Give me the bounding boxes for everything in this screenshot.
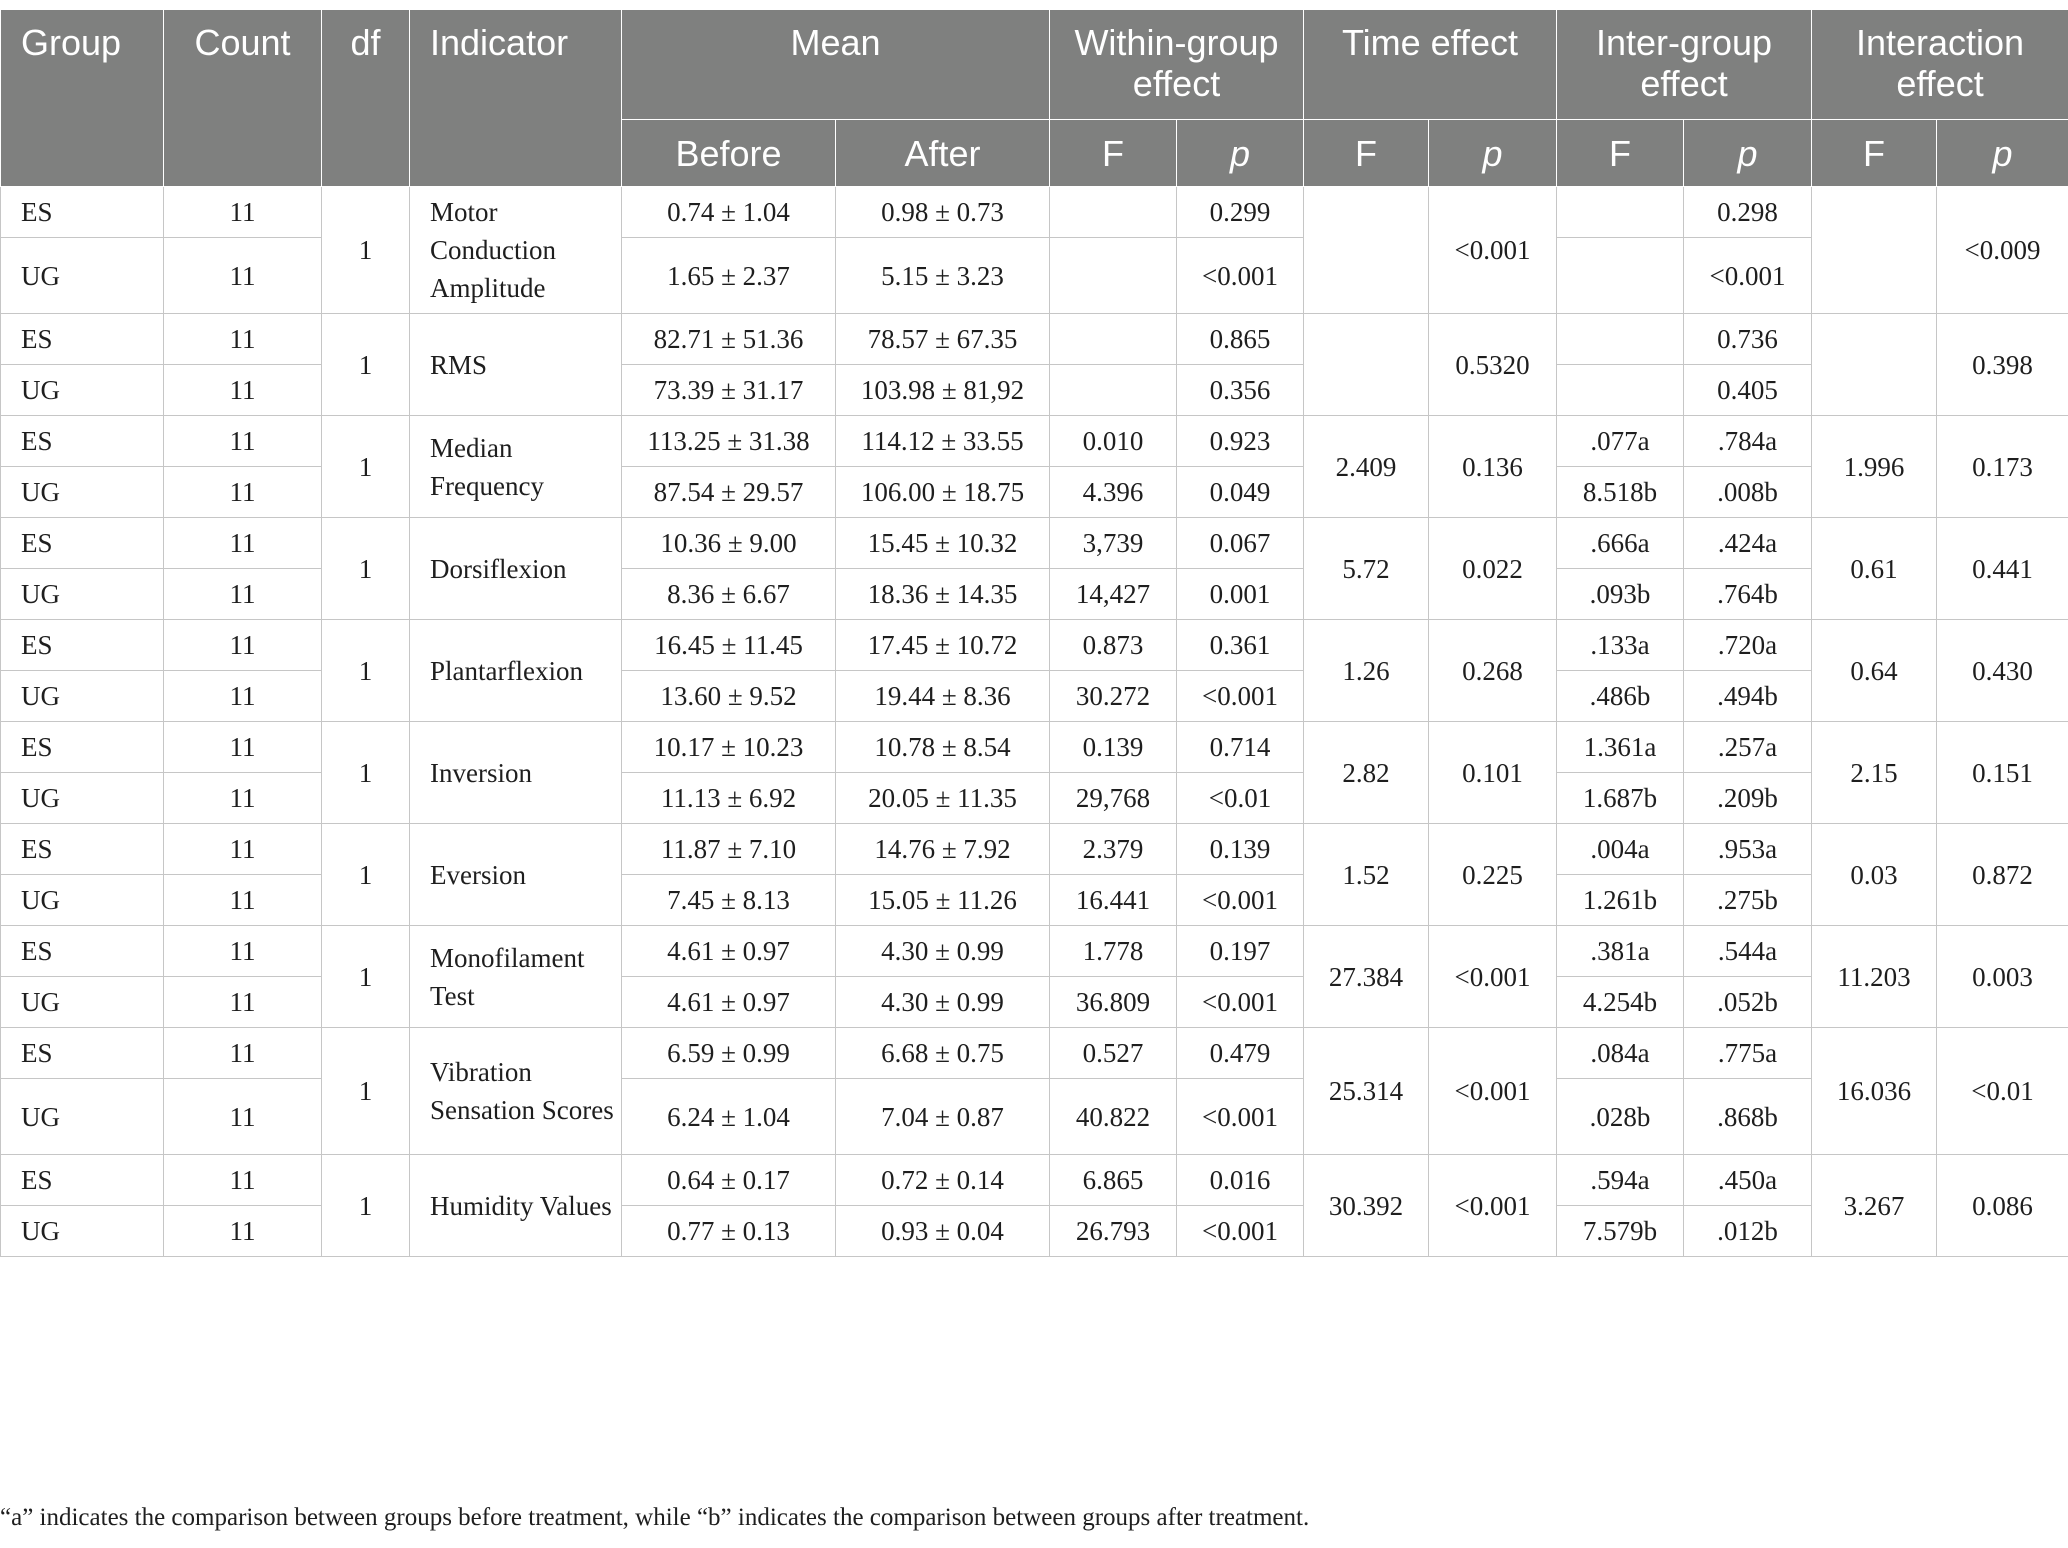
group-cell: ES bbox=[1, 1028, 164, 1079]
within-p-cell: 0.067 bbox=[1177, 518, 1304, 569]
time-f-cell: 1.52 bbox=[1304, 824, 1429, 926]
mean-before-cell: 73.39 ± 31.17 bbox=[622, 365, 836, 416]
mean-after-cell: 78.57 ± 67.35 bbox=[836, 314, 1050, 365]
indicator-cell: Median Frequency bbox=[410, 416, 622, 518]
time-p-cell: <0.001 bbox=[1429, 1155, 1557, 1257]
mean-after-cell: 20.05 ± 11.35 bbox=[836, 773, 1050, 824]
count-cell: 11 bbox=[164, 467, 322, 518]
df-cell: 1 bbox=[322, 518, 410, 620]
interaction-p-cell: 0.441 bbox=[1937, 518, 2068, 620]
table-row bbox=[1, 977, 2068, 1028]
mean-after-cell: 7.04 ± 0.87 bbox=[836, 1079, 1050, 1155]
table-body bbox=[1, 187, 2068, 1257]
inter-f-cell: 1.687b bbox=[1557, 773, 1684, 824]
within-f-cell: 40.822 bbox=[1050, 1079, 1177, 1155]
header-count: Count bbox=[164, 10, 322, 187]
table-row bbox=[1, 518, 2068, 569]
within-p-cell: 0.139 bbox=[1177, 824, 1304, 875]
mean-before-cell: 4.61 ± 0.97 bbox=[622, 977, 836, 1028]
within-p-cell: 0.714 bbox=[1177, 722, 1304, 773]
group-cell: ES bbox=[1, 187, 164, 238]
mean-after-cell: 15.45 ± 10.32 bbox=[836, 518, 1050, 569]
results-table bbox=[0, 9, 2068, 1257]
inter-f-cell: .133a bbox=[1557, 620, 1684, 671]
count-cell: 11 bbox=[164, 1206, 322, 1257]
count-cell: 11 bbox=[164, 365, 322, 416]
inter-f-cell: 8.518b bbox=[1557, 467, 1684, 518]
table-row bbox=[1, 620, 2068, 671]
group-cell: UG bbox=[1, 238, 164, 314]
time-f-cell: 30.392 bbox=[1304, 1155, 1429, 1257]
mean-before-cell: 6.24 ± 1.04 bbox=[622, 1079, 836, 1155]
count-cell: 11 bbox=[164, 773, 322, 824]
time-f-cell bbox=[1304, 314, 1429, 416]
indicator-cell: Humidity Values bbox=[410, 1155, 622, 1257]
inter-f-cell: .486b bbox=[1557, 671, 1684, 722]
time-f-cell: 25.314 bbox=[1304, 1028, 1429, 1155]
interaction-f-cell: 11.203 bbox=[1812, 926, 1937, 1028]
within-f-cell: 14,427 bbox=[1050, 569, 1177, 620]
table-row bbox=[1, 238, 2068, 314]
count-cell: 11 bbox=[164, 1079, 322, 1155]
within-p-cell: <0.001 bbox=[1177, 238, 1304, 314]
group-cell: UG bbox=[1, 875, 164, 926]
count-cell: 11 bbox=[164, 977, 322, 1028]
interaction-p-cell: 0.430 bbox=[1937, 620, 2068, 722]
count-cell: 11 bbox=[164, 722, 322, 773]
time-p-cell: <0.001 bbox=[1429, 1028, 1557, 1155]
interaction-f-cell bbox=[1812, 314, 1937, 416]
within-p-cell: 0.299 bbox=[1177, 187, 1304, 238]
group-cell: UG bbox=[1, 365, 164, 416]
df-cell: 1 bbox=[322, 187, 410, 314]
mean-before-cell: 0.64 ± 0.17 bbox=[622, 1155, 836, 1206]
table-row bbox=[1, 365, 2068, 416]
within-f-cell bbox=[1050, 314, 1177, 365]
inter-p-cell: .494b bbox=[1684, 671, 1812, 722]
interaction-f-cell: 0.61 bbox=[1812, 518, 1937, 620]
header-time-f: F bbox=[1304, 120, 1429, 187]
inter-f-cell bbox=[1557, 238, 1684, 314]
within-p-cell: <0.001 bbox=[1177, 1079, 1304, 1155]
inter-f-cell: 4.254b bbox=[1557, 977, 1684, 1028]
mean-before-cell: 10.36 ± 9.00 bbox=[622, 518, 836, 569]
inter-p-cell: .720a bbox=[1684, 620, 1812, 671]
interaction-p-cell: 0.398 bbox=[1937, 314, 2068, 416]
mean-before-cell: 11.13 ± 6.92 bbox=[622, 773, 836, 824]
inter-f-cell: .077a bbox=[1557, 416, 1684, 467]
inter-p-cell: .450a bbox=[1684, 1155, 1812, 1206]
mean-before-cell: 82.71 ± 51.36 bbox=[622, 314, 836, 365]
group-cell: UG bbox=[1, 1079, 164, 1155]
table-row bbox=[1, 824, 2068, 875]
mean-before-cell: 1.65 ± 2.37 bbox=[622, 238, 836, 314]
mean-after-cell: 10.78 ± 8.54 bbox=[836, 722, 1050, 773]
group-cell: ES bbox=[1, 314, 164, 365]
df-cell: 1 bbox=[322, 1028, 410, 1155]
time-p-cell: <0.001 bbox=[1429, 187, 1557, 314]
inter-p-cell: .544a bbox=[1684, 926, 1812, 977]
within-p-cell: <0.01 bbox=[1177, 773, 1304, 824]
within-f-cell bbox=[1050, 365, 1177, 416]
header-within-p: p bbox=[1177, 120, 1304, 187]
mean-after-cell: 14.76 ± 7.92 bbox=[836, 824, 1050, 875]
table-footnote: “a” indicates the comparison between groups before treatment, while “b” indicates the comparison between groups after treatment. bbox=[0, 1504, 1310, 1531]
within-p-cell: 0.865 bbox=[1177, 314, 1304, 365]
within-p-cell: 0.016 bbox=[1177, 1155, 1304, 1206]
mean-after-cell: 106.00 ± 18.75 bbox=[836, 467, 1050, 518]
inter-p-cell: 0.298 bbox=[1684, 187, 1812, 238]
count-cell: 11 bbox=[164, 518, 322, 569]
table-row bbox=[1, 1155, 2068, 1206]
time-f-cell: 2.409 bbox=[1304, 416, 1429, 518]
table-row bbox=[1, 314, 2068, 365]
indicator-cell: Monofilament Test bbox=[410, 926, 622, 1028]
inter-p-cell: 0.405 bbox=[1684, 365, 1812, 416]
inter-p-cell: .012b bbox=[1684, 1206, 1812, 1257]
inter-p-cell: .784a bbox=[1684, 416, 1812, 467]
indicator-cell: Eversion bbox=[410, 824, 622, 926]
indicator-cell: Inversion bbox=[410, 722, 622, 824]
mean-before-cell: 113.25 ± 31.38 bbox=[622, 416, 836, 467]
group-cell: ES bbox=[1, 416, 164, 467]
inter-p-cell: .775a bbox=[1684, 1028, 1812, 1079]
table-row bbox=[1, 187, 2068, 238]
inter-p-cell: .424a bbox=[1684, 518, 1812, 569]
header-time-p: p bbox=[1429, 120, 1557, 187]
time-p-cell: 0.101 bbox=[1429, 722, 1557, 824]
count-cell: 11 bbox=[164, 314, 322, 365]
mean-after-cell: 114.12 ± 33.55 bbox=[836, 416, 1050, 467]
count-cell: 11 bbox=[164, 620, 322, 671]
df-cell: 1 bbox=[322, 824, 410, 926]
interaction-f-cell bbox=[1812, 187, 1937, 314]
mean-after-cell: 5.15 ± 3.23 bbox=[836, 238, 1050, 314]
header-interaction-p: p bbox=[1937, 120, 2068, 187]
within-p-cell: <0.001 bbox=[1177, 977, 1304, 1028]
table-row bbox=[1, 1079, 2068, 1155]
header-inter-group-effect: Inter-group effect bbox=[1557, 10, 1812, 120]
within-p-cell: 0.049 bbox=[1177, 467, 1304, 518]
mean-after-cell: 4.30 ± 0.99 bbox=[836, 977, 1050, 1028]
within-p-cell: 0.356 bbox=[1177, 365, 1304, 416]
within-f-cell bbox=[1050, 187, 1177, 238]
count-cell: 11 bbox=[164, 926, 322, 977]
interaction-f-cell: 16.036 bbox=[1812, 1028, 1937, 1155]
table-row bbox=[1, 467, 2068, 518]
group-cell: ES bbox=[1, 824, 164, 875]
interaction-f-cell: 3.267 bbox=[1812, 1155, 1937, 1257]
group-cell: ES bbox=[1, 1155, 164, 1206]
inter-f-cell: .093b bbox=[1557, 569, 1684, 620]
inter-p-cell: .052b bbox=[1684, 977, 1812, 1028]
time-p-cell: 0.5320 bbox=[1429, 314, 1557, 416]
count-cell: 11 bbox=[164, 1155, 322, 1206]
within-f-cell: 30.272 bbox=[1050, 671, 1177, 722]
mean-after-cell: 4.30 ± 0.99 bbox=[836, 926, 1050, 977]
time-f-cell: 1.26 bbox=[1304, 620, 1429, 722]
mean-before-cell: 7.45 ± 8.13 bbox=[622, 875, 836, 926]
time-f-cell bbox=[1304, 187, 1429, 314]
within-f-cell: 4.396 bbox=[1050, 467, 1177, 518]
within-f-cell: 2.379 bbox=[1050, 824, 1177, 875]
time-p-cell: <0.001 bbox=[1429, 926, 1557, 1028]
time-f-cell: 27.384 bbox=[1304, 926, 1429, 1028]
within-f-cell: 0.010 bbox=[1050, 416, 1177, 467]
inter-f-cell: .084a bbox=[1557, 1028, 1684, 1079]
interaction-p-cell: <0.01 bbox=[1937, 1028, 2068, 1155]
interaction-p-cell: 0.086 bbox=[1937, 1155, 2068, 1257]
group-cell: UG bbox=[1, 1206, 164, 1257]
indicator-cell: Plantarflexion bbox=[410, 620, 622, 722]
within-f-cell: 0.873 bbox=[1050, 620, 1177, 671]
inter-f-cell: .004a bbox=[1557, 824, 1684, 875]
mean-before-cell: 0.74 ± 1.04 bbox=[622, 187, 836, 238]
inter-f-cell: 1.261b bbox=[1557, 875, 1684, 926]
table-row bbox=[1, 1028, 2068, 1079]
table-row bbox=[1, 773, 2068, 824]
inter-p-cell: .868b bbox=[1684, 1079, 1812, 1155]
mean-before-cell: 87.54 ± 29.57 bbox=[622, 467, 836, 518]
indicator-cell: Dorsiflexion bbox=[410, 518, 622, 620]
header-group: Group bbox=[1, 10, 164, 187]
inter-p-cell: .275b bbox=[1684, 875, 1812, 926]
inter-p-cell: .209b bbox=[1684, 773, 1812, 824]
within-f-cell: 26.793 bbox=[1050, 1206, 1177, 1257]
mean-before-cell: 13.60 ± 9.52 bbox=[622, 671, 836, 722]
within-f-cell: 1.778 bbox=[1050, 926, 1177, 977]
within-f-cell bbox=[1050, 238, 1177, 314]
mean-before-cell: 4.61 ± 0.97 bbox=[622, 926, 836, 977]
indicator-cell: Motor Conduction Amplitude bbox=[410, 187, 622, 314]
inter-p-cell: .953a bbox=[1684, 824, 1812, 875]
mean-after-cell: 15.05 ± 11.26 bbox=[836, 875, 1050, 926]
interaction-p-cell: 0.151 bbox=[1937, 722, 2068, 824]
group-cell: ES bbox=[1, 518, 164, 569]
header-interaction-f: F bbox=[1812, 120, 1937, 187]
mean-after-cell: 19.44 ± 8.36 bbox=[836, 671, 1050, 722]
table-row bbox=[1, 416, 2068, 467]
time-p-cell: 0.136 bbox=[1429, 416, 1557, 518]
df-cell: 1 bbox=[322, 416, 410, 518]
df-cell: 1 bbox=[322, 1155, 410, 1257]
within-p-cell: <0.001 bbox=[1177, 875, 1304, 926]
time-p-cell: 0.268 bbox=[1429, 620, 1557, 722]
time-f-cell: 2.82 bbox=[1304, 722, 1429, 824]
inter-f-cell: 1.361a bbox=[1557, 722, 1684, 773]
within-p-cell: 0.479 bbox=[1177, 1028, 1304, 1079]
header-mean: Mean bbox=[622, 10, 1050, 120]
interaction-f-cell: 0.03 bbox=[1812, 824, 1937, 926]
inter-f-cell: .666a bbox=[1557, 518, 1684, 569]
header-before: Before bbox=[622, 120, 836, 187]
group-cell: UG bbox=[1, 773, 164, 824]
table-row bbox=[1, 875, 2068, 926]
mean-before-cell: 8.36 ± 6.67 bbox=[622, 569, 836, 620]
header-inter-f: F bbox=[1557, 120, 1684, 187]
mean-before-cell: 6.59 ± 0.99 bbox=[622, 1028, 836, 1079]
within-f-cell: 0.527 bbox=[1050, 1028, 1177, 1079]
count-cell: 11 bbox=[164, 671, 322, 722]
df-cell: 1 bbox=[322, 314, 410, 416]
group-cell: UG bbox=[1, 467, 164, 518]
header-within-group-effect: Within-group effect bbox=[1050, 10, 1304, 120]
count-cell: 11 bbox=[164, 569, 322, 620]
interaction-f-cell: 0.64 bbox=[1812, 620, 1937, 722]
interaction-p-cell: 0.173 bbox=[1937, 416, 2068, 518]
inter-p-cell: .257a bbox=[1684, 722, 1812, 773]
within-p-cell: 0.197 bbox=[1177, 926, 1304, 977]
interaction-p-cell: 0.872 bbox=[1937, 824, 2068, 926]
within-f-cell: 16.441 bbox=[1050, 875, 1177, 926]
group-cell: UG bbox=[1, 569, 164, 620]
within-p-cell: 0.923 bbox=[1177, 416, 1304, 467]
within-p-cell: 0.001 bbox=[1177, 569, 1304, 620]
inter-f-cell: 7.579b bbox=[1557, 1206, 1684, 1257]
within-f-cell: 0.139 bbox=[1050, 722, 1177, 773]
indicator-cell: Vibration Sensation Scores bbox=[410, 1028, 622, 1155]
mean-after-cell: 0.98 ± 0.73 bbox=[836, 187, 1050, 238]
header-indicator: Indicator bbox=[410, 10, 622, 187]
mean-after-cell: 103.98 ± 81,92 bbox=[836, 365, 1050, 416]
time-f-cell: 5.72 bbox=[1304, 518, 1429, 620]
df-cell: 1 bbox=[322, 926, 410, 1028]
inter-f-cell: .381a bbox=[1557, 926, 1684, 977]
within-p-cell: <0.001 bbox=[1177, 1206, 1304, 1257]
inter-f-cell: .028b bbox=[1557, 1079, 1684, 1155]
interaction-p-cell: <0.009 bbox=[1937, 187, 2068, 314]
mean-after-cell: 0.72 ± 0.14 bbox=[836, 1155, 1050, 1206]
table-row bbox=[1, 569, 2068, 620]
interaction-p-cell: 0.003 bbox=[1937, 926, 2068, 1028]
mean-after-cell: 0.93 ± 0.04 bbox=[836, 1206, 1050, 1257]
inter-p-cell: <0.001 bbox=[1684, 238, 1812, 314]
header-after: After bbox=[836, 120, 1050, 187]
count-cell: 11 bbox=[164, 187, 322, 238]
mean-before-cell: 0.77 ± 0.13 bbox=[622, 1206, 836, 1257]
mean-before-cell: 10.17 ± 10.23 bbox=[622, 722, 836, 773]
inter-p-cell: 0.736 bbox=[1684, 314, 1812, 365]
within-p-cell: <0.001 bbox=[1177, 671, 1304, 722]
df-cell: 1 bbox=[322, 620, 410, 722]
inter-f-cell: .594a bbox=[1557, 1155, 1684, 1206]
header-time-effect: Time effect bbox=[1304, 10, 1557, 120]
count-cell: 11 bbox=[164, 238, 322, 314]
within-f-cell: 36.809 bbox=[1050, 977, 1177, 1028]
group-cell: UG bbox=[1, 671, 164, 722]
mean-after-cell: 18.36 ± 14.35 bbox=[836, 569, 1050, 620]
table-row bbox=[1, 1206, 2068, 1257]
within-f-cell: 6.865 bbox=[1050, 1155, 1177, 1206]
inter-f-cell bbox=[1557, 365, 1684, 416]
count-cell: 11 bbox=[164, 416, 322, 467]
header-interaction-effect: Interaction effect bbox=[1812, 10, 2068, 120]
group-cell: ES bbox=[1, 926, 164, 977]
interaction-f-cell: 2.15 bbox=[1812, 722, 1937, 824]
group-cell: UG bbox=[1, 977, 164, 1028]
mean-after-cell: 6.68 ± 0.75 bbox=[836, 1028, 1050, 1079]
table-row bbox=[1, 671, 2068, 722]
group-cell: ES bbox=[1, 722, 164, 773]
within-p-cell: 0.361 bbox=[1177, 620, 1304, 671]
df-cell: 1 bbox=[322, 722, 410, 824]
time-p-cell: 0.022 bbox=[1429, 518, 1557, 620]
table-row bbox=[1, 926, 2068, 977]
mean-after-cell: 17.45 ± 10.72 bbox=[836, 620, 1050, 671]
inter-f-cell bbox=[1557, 187, 1684, 238]
within-f-cell: 29,768 bbox=[1050, 773, 1177, 824]
inter-f-cell bbox=[1557, 314, 1684, 365]
time-p-cell: 0.225 bbox=[1429, 824, 1557, 926]
count-cell: 11 bbox=[164, 824, 322, 875]
group-cell: ES bbox=[1, 620, 164, 671]
inter-p-cell: .764b bbox=[1684, 569, 1812, 620]
header-inter-p: p bbox=[1684, 120, 1812, 187]
within-f-cell: 3,739 bbox=[1050, 518, 1177, 569]
indicator-cell: RMS bbox=[410, 314, 622, 416]
header-within-f: F bbox=[1050, 120, 1177, 187]
count-cell: 11 bbox=[164, 1028, 322, 1079]
mean-before-cell: 11.87 ± 7.10 bbox=[622, 824, 836, 875]
header-df: df bbox=[322, 10, 410, 187]
mean-before-cell: 16.45 ± 11.45 bbox=[622, 620, 836, 671]
count-cell: 11 bbox=[164, 875, 322, 926]
interaction-f-cell: 1.996 bbox=[1812, 416, 1937, 518]
table-row bbox=[1, 722, 2068, 773]
inter-p-cell: .008b bbox=[1684, 467, 1812, 518]
